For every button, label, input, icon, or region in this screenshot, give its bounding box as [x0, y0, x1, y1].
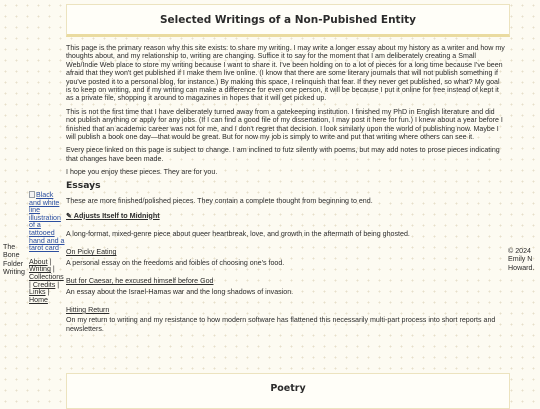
site-name: The Bone Folder Writing	[3, 243, 25, 276]
intro-paragraph-3: Every piece linked on this page is subject to change. I am inclined to futz silently with poems, but may add notes to prose pieces indicating that changes have been made.	[66, 146, 500, 163]
essays-description: These are more finished/polished pieces. They contain a complete thought from beginning to end.	[66, 197, 373, 206]
nav-about[interactable]: About	[29, 257, 48, 266]
nav-collections[interactable]: Collections	[29, 272, 64, 281]
featured-essay-link[interactable]	[66, 212, 506, 220]
essay-description: An essay about the Israel-Hamas war and the long shadows of invasion.	[66, 287, 294, 296]
nav-credits[interactable]: Credits	[32, 280, 56, 289]
nav-writing[interactable]: Writing	[29, 265, 51, 274]
featured-essay-description: A long-format, mixed-genre piece about queer heartbreak, love, and growth in the aftermath of being ghosted.	[66, 229, 410, 238]
essay-link-picky-eating[interactable]: On Picky Eating	[66, 248, 117, 257]
sidebar-nav: About | Writing | Collections | Credits | Links | Home	[29, 257, 64, 304]
main-content	[66, 44, 506, 338]
broken-image-icon	[29, 191, 35, 198]
intro-paragraph-2: This is not the first time that I have deliberately turned away from a gatekeeping institution. I finished my PhD in English literature and did not publish anything or apply for any jobs. (If I can find a good file of my dissertation, I may post it here for fun.) I knew about a year before I finished that an academic career was not for me, and I don't regret that decision. I look similarly upon the world of publishing now. Maybe I will publish a book one day—that would be great. But for now my job is simply to write and put that writing where others can see it.	[66, 107, 503, 142]
sidebar-image-link[interactable]	[29, 191, 65, 253]
sidebar	[29, 191, 65, 304]
intro-paragraph-1: This page is the primary reason why this site exists: to share my writing. I may write a longer essay about my history as a writer and how my thoughts about, and my relationship to, writing are changing. Suffice it to say for the moment that I am deliberately creating a Small Web/Indie Web place to store my writing because I want to share it. I've been holding on to a lot of pieces for a long time because I've been afraid that they won't get published if I make them live online. (I know that there are some literary journals that will not publish something if you've posted it to a personal blog, for instance.) By making this space, I relinquish that fear. If they never get published, so what? My goal is to keep on writing, and if my writing can make a difference for even one person, it will be because I put it online for free instead of kept it as a private file, shopping it around to magazines in hopes that it will get picked up.	[66, 44, 505, 103]
poetry-section	[66, 373, 510, 409]
essay-description: A personal essay on the freedoms and foibles of choosing one's food.	[66, 258, 285, 267]
nav-home[interactable]: Home	[29, 295, 48, 304]
essay-description: On my return to writing and my resistance to how modern software has flattened this necessarily multi-part process into short reports and newsletters.	[66, 316, 496, 333]
copyright: © 2024 Emily N Howard.	[508, 247, 535, 272]
essays-heading: Essays	[66, 179, 101, 191]
poetry-heading: Poetry	[270, 383, 306, 394]
pencil-icon: ✎	[66, 210, 73, 220]
intro-paragraph-4: I hope you enjoy these pieces. They are for you.	[66, 168, 218, 177]
page-title: Selected Writings of a Non-Pubished Entity	[159, 13, 417, 26]
essay-link-caesar[interactable]: But for Caesar, he excused himself before God	[66, 277, 214, 286]
sidebar-image-alt-text: Black and white line illustration of a tattooed hand and a tarot card	[29, 191, 65, 253]
nav-links[interactable]: Links	[29, 288, 46, 297]
featured-essay-title: Adjusts Itself to Midnight	[73, 210, 160, 220]
essay-link-hitting-return[interactable]: Hitting Return	[66, 305, 110, 314]
title-box	[66, 4, 510, 37]
